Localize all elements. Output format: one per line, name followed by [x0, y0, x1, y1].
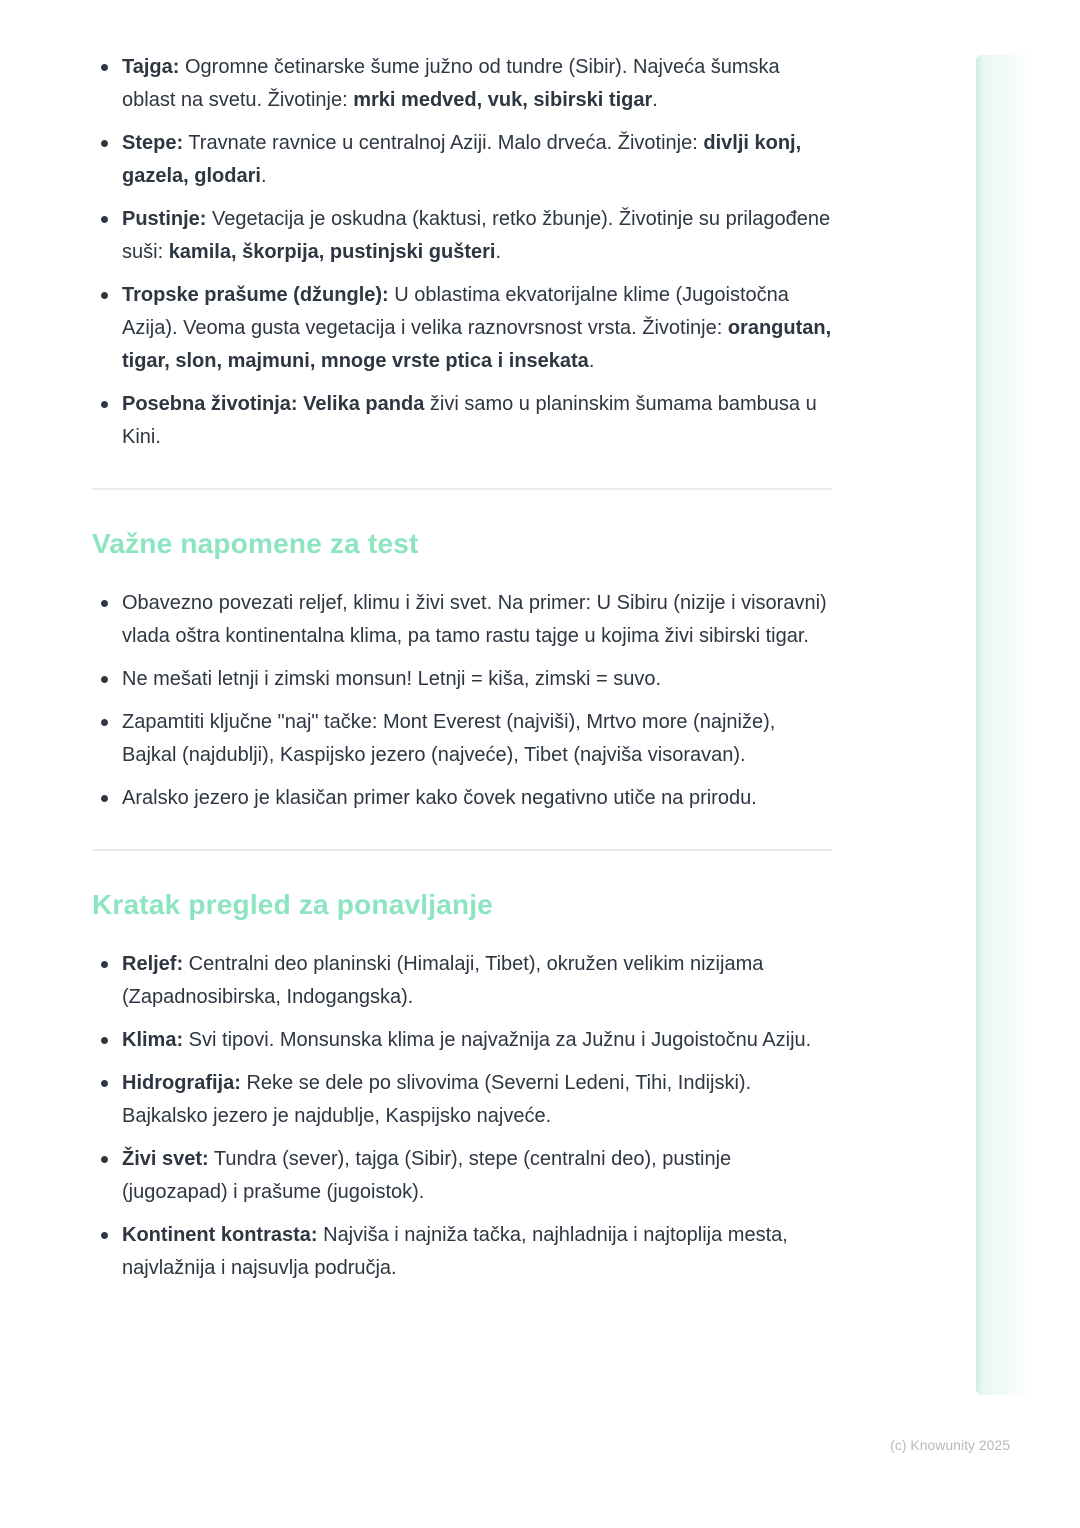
body-text: Najviša i najniža tačka, najhladnija i najtoplija mesta, najvlažnija i najsuvlja područja. — [122, 1224, 788, 1279]
list-item — [92, 663, 832, 696]
bold-text: divlji konj, gazela, glodari — [122, 132, 802, 187]
copyright-footer: (c) Knowunity 2025 — [890, 1437, 1010, 1453]
body-text: . — [260, 165, 267, 187]
list-item — [92, 1024, 832, 1057]
bold-text: Pustinje: — [122, 208, 207, 230]
bold-text: orangutan, tigar, slon, majmuni, mnoge vrste ptica i insekata — [122, 317, 832, 372]
body-text: Tundra (sever), tajga (Sibir), stepe (centralni deo), pustinje (jugozapad) i prašume (jugoistok). — [122, 1148, 732, 1203]
list-item — [92, 1143, 832, 1209]
bold-text: Kontinent kontrasta: — [122, 1224, 318, 1246]
list-item — [92, 127, 832, 193]
bold-text: Tajga: — [122, 56, 180, 78]
section-divider — [92, 488, 832, 490]
section-heading-review: Kratak pregled za ponavljanje — [92, 889, 494, 920]
body-text: . — [588, 350, 595, 372]
list-item — [92, 279, 832, 378]
body-text: Travnate ravnice u centralnoj Aziji. Malo drveća. Životinje: — [183, 132, 704, 154]
list-item — [92, 203, 832, 269]
body-text: Aralsko jezero je klasičan primer kako čovek negativno utiče na prirodu. — [122, 787, 757, 809]
biomes-list — [92, 51, 832, 454]
body-text: Reke se dele po slivovima (Severni Ledeni, Tihi, Indijski). Bajkalsko jezero je najdublje, Kaspijsko najveće. — [122, 1072, 752, 1127]
bold-text: Posebna životinja: Velika panda — [122, 393, 425, 415]
body-text: Centralni deo planinski (Himalaji, Tibet), okružen velikim nizijama (Zapadnosibirska, Indogangska). — [122, 953, 764, 1008]
bold-text: Stepe: — [122, 132, 184, 154]
next-page-edge — [976, 55, 1034, 1395]
body-text: živi samo u planinskim šumama bambusa u Kini. — [122, 393, 817, 448]
bold-text: Hidrografija: — [122, 1072, 241, 1094]
page-content — [92, 0, 832, 1285]
list-item — [92, 706, 832, 772]
body-text: Obavezno povezati reljef, klimu i živi svet. Na primer: U Sibiru (nizije i visoravni) vlada oštra kontinentalna klima, pa tamo rastu tajge u kojima živi sibirski tigar. — [122, 592, 827, 647]
body-text: U oblastima ekvatorijalne klime (Jugoistočna Azija). Veoma gusta vegetacija i velika raznovrsnost vrsta. Životinje: — [122, 284, 789, 339]
section-heading-test-notes: Važne napomene za test — [92, 528, 419, 559]
bold-text: mrki medved, vuk, sibirski tigar — [353, 89, 653, 111]
bold-text: Reljef: — [122, 953, 184, 975]
body-text: Ogromne četinarske šume južno od tundre (Sibir). Najveća šumska oblast na svetu. Životinje: — [122, 56, 780, 111]
list-item — [92, 1219, 832, 1285]
section-divider — [92, 849, 832, 851]
list-item — [92, 51, 832, 117]
list-item — [92, 587, 832, 653]
list-item — [92, 782, 832, 815]
body-text: . — [495, 241, 502, 263]
list-item — [92, 948, 832, 1014]
test-notes-list — [92, 587, 832, 815]
bold-text: Klima: — [122, 1029, 184, 1051]
body-text: Vegetacija je oskudna (kaktusi, retko žbunje). Životinje su prilagođene suši: — [122, 208, 831, 263]
bold-text: kamila, škorpija, pustinjski gušteri — [168, 241, 496, 263]
body-text: Svi tipovi. Monsunska klima je najvažnija za Južnu i Jugoistočnu Aziju. — [183, 1029, 812, 1051]
body-text: . — [652, 89, 658, 111]
review-list — [92, 948, 832, 1285]
list-item — [92, 388, 832, 454]
body-text: Zapamtiti ključne "naj" tačke: Mont Everest (najviši), Mrtvo more (najniže), Bajkal (najdublji), Kaspijsko jezero (najveće), Tibet (najviša visoravan). — [122, 711, 776, 766]
list-item — [92, 1067, 832, 1133]
body-text: Ne mešati letnji i zimski monsun! Letnji = kiša, zimski = suvo. — [122, 668, 662, 690]
bold-text: Živi svet: — [122, 1148, 209, 1170]
bold-text: Tropske prašume (džungle): — [122, 284, 389, 306]
